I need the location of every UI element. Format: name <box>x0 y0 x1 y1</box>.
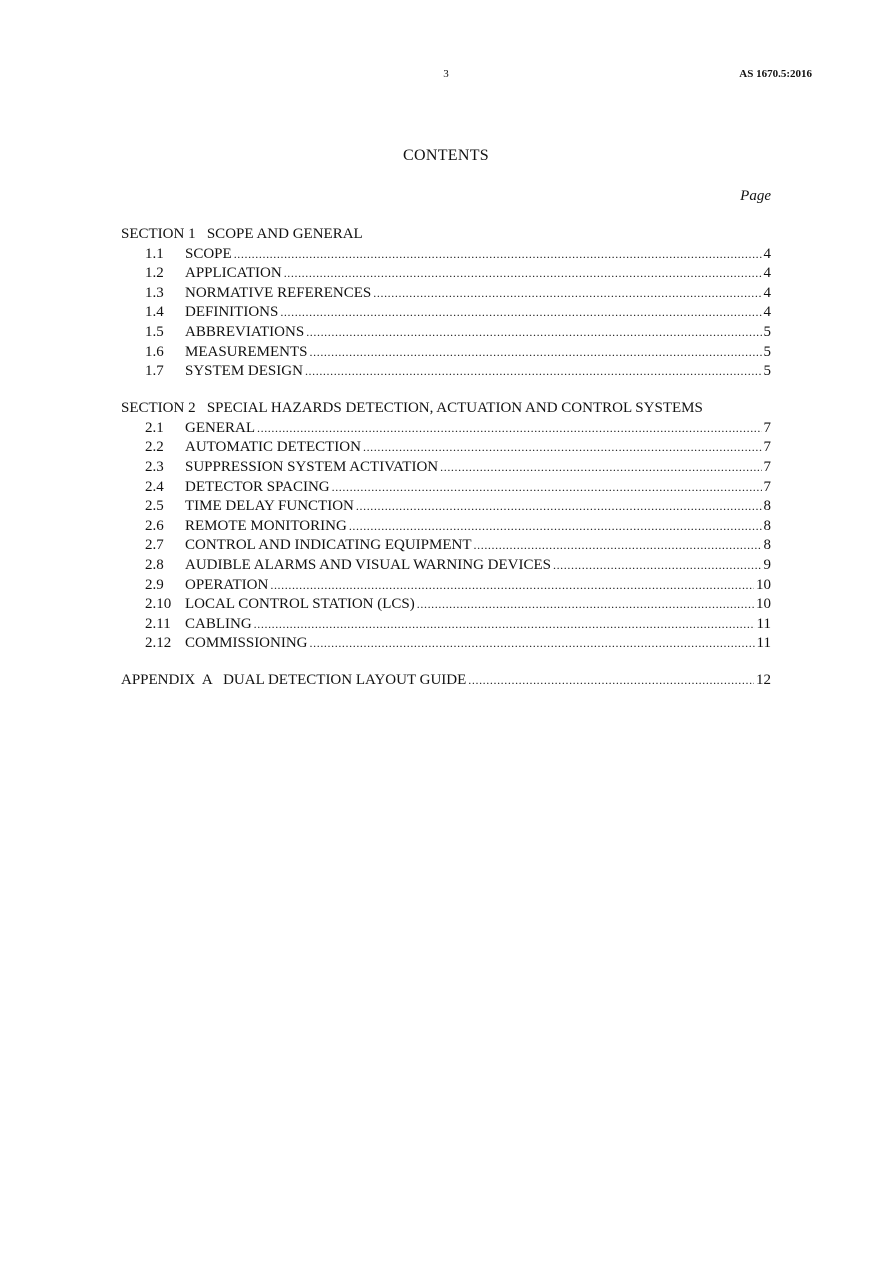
section-label: SECTION 1 <box>121 226 207 242</box>
entry-title: SUPPRESSION SYSTEM ACTIVATION <box>185 459 439 476</box>
toc-entry[interactable] <box>121 497 771 517</box>
entry-page: 4 <box>763 265 771 282</box>
entry-title: DETECTOR SPACING <box>185 478 330 495</box>
entry-page: 4 <box>763 245 771 262</box>
entry-page: 8 <box>763 537 771 554</box>
entry-number: 2.8 <box>145 557 164 573</box>
entry-number: 2.7 <box>145 537 164 554</box>
entry-page: 8 <box>763 517 771 534</box>
contents-title: CONTENTS <box>403 147 489 164</box>
dot-leader <box>474 536 762 556</box>
entry-number: 1.4 <box>145 304 164 321</box>
entry-page: 4 <box>763 284 771 301</box>
standard-number: AS 1670.5:2016 <box>739 68 812 80</box>
entry-number: 2.10 <box>145 596 172 613</box>
entry-number: 1.5 <box>145 323 164 340</box>
entry-title: COMMISSIONING <box>185 635 308 652</box>
appendix-page: 12 <box>756 672 771 689</box>
entry-number: 1.7 <box>145 363 164 380</box>
entry-number: 2.1 <box>145 419 164 436</box>
dot-leader <box>284 264 762 284</box>
entry-title: REMOTE MONITORING <box>185 517 347 534</box>
entry-title: SCOPE <box>185 245 232 262</box>
section-label: SECTION 2 <box>121 400 207 417</box>
toc-entry[interactable] <box>121 536 771 556</box>
entry-title: GENERAL <box>185 419 255 436</box>
entry-page: 7 <box>763 419 771 436</box>
dot-leader <box>332 478 762 498</box>
toc-entry[interactable] <box>121 264 771 284</box>
section-heading[interactable] <box>121 399 771 419</box>
entry-title: APPLICATION <box>185 265 282 282</box>
dot-leader <box>310 634 755 654</box>
entry-number: 2.6 <box>145 517 164 534</box>
entry-page: 5 <box>763 343 771 360</box>
entry-title: CABLING <box>185 615 252 632</box>
dot-leader <box>254 615 755 635</box>
dot-leader <box>257 419 762 439</box>
toc-entry[interactable] <box>121 517 771 537</box>
toc-entry[interactable] <box>121 323 771 343</box>
entry-title: ABBREVIATIONS <box>185 323 305 340</box>
toc-section <box>121 399 771 654</box>
entry-page: 4 <box>763 304 771 321</box>
section-heading[interactable] <box>121 225 771 245</box>
entry-title: LOCAL CONTROL STATION (LCS) <box>185 596 415 613</box>
entry-number: 1.3 <box>145 284 164 301</box>
dot-leader <box>440 458 761 478</box>
dot-leader <box>234 245 762 265</box>
entry-title: SYSTEM DESIGN <box>185 363 303 380</box>
page-column-label: Page <box>740 188 771 204</box>
entry-page: 7 <box>763 459 771 476</box>
entry-title: AUDIBLE ALARMS AND VISUAL WARNING DEVICES <box>185 557 551 573</box>
entry-number: 1.6 <box>145 343 164 360</box>
dot-leader <box>468 671 754 691</box>
toc-entry[interactable] <box>121 576 771 596</box>
toc-entry[interactable] <box>121 556 771 576</box>
entry-page: 5 <box>763 323 771 340</box>
toc-appendix[interactable] <box>121 671 771 691</box>
toc-entry[interactable] <box>121 615 771 635</box>
dot-leader <box>305 362 762 382</box>
entry-title: DEFINITIONS <box>185 304 279 321</box>
section-title: SPECIAL HAZARDS DETECTION, ACTUATION AND CONTROL SYSTEMS <box>206 400 703 417</box>
toc-entry[interactable] <box>121 284 771 304</box>
toc-entry[interactable] <box>121 634 771 654</box>
entry-page: 11 <box>756 635 771 652</box>
toc-entry[interactable] <box>121 362 771 382</box>
entry-number: 2.5 <box>145 498 164 515</box>
toc-entry[interactable] <box>121 303 771 323</box>
toc-section <box>121 225 771 382</box>
dot-leader <box>349 517 762 537</box>
entry-page: 5 <box>763 363 771 380</box>
entry-page: 7 <box>763 478 771 495</box>
toc-entry[interactable] <box>121 343 771 363</box>
toc-entry[interactable] <box>121 458 771 478</box>
dot-leader <box>553 556 762 576</box>
entry-number: 2.11 <box>145 615 171 632</box>
table-of-contents <box>121 225 771 691</box>
toc-entry[interactable] <box>121 245 771 265</box>
dot-leader <box>363 438 762 458</box>
appendix-title: APPENDIX A DUAL DETECTION LAYOUT GUIDE <box>121 672 467 689</box>
entry-number: 2.4 <box>145 478 164 495</box>
dot-leader <box>306 323 761 343</box>
entry-number: 2.12 <box>145 635 172 652</box>
dot-leader <box>270 576 754 596</box>
dot-leader <box>310 343 762 363</box>
entry-title: AUTOMATIC DETECTION <box>185 439 361 456</box>
entry-title: CONTROL AND INDICATING EQUIPMENT <box>185 537 472 554</box>
entry-page: 7 <box>763 439 771 456</box>
entry-title: OPERATION <box>185 576 269 593</box>
dot-leader <box>280 303 761 323</box>
toc-entry[interactable] <box>121 438 771 458</box>
toc-entry[interactable] <box>121 478 771 498</box>
section-title: SCOPE AND GENERAL <box>206 226 363 242</box>
toc-entry[interactable] <box>121 595 771 615</box>
entry-page: 11 <box>756 615 771 632</box>
entry-title: NORMATIVE REFERENCES <box>185 284 372 301</box>
entry-page: 10 <box>756 576 771 593</box>
entry-page: 9 <box>763 557 771 573</box>
entry-title: TIME DELAY FUNCTION <box>185 498 354 515</box>
dot-leader <box>373 284 761 304</box>
entry-number: 2.2 <box>145 439 164 456</box>
toc-entry[interactable] <box>121 419 771 439</box>
entry-number: 1.1 <box>145 245 164 262</box>
entry-number: 2.9 <box>145 576 164 593</box>
dot-leader <box>356 497 762 517</box>
toc-sections <box>121 225 771 654</box>
page-number: 3 <box>443 68 449 80</box>
entry-number: 2.3 <box>145 459 164 476</box>
entry-number: 1.2 <box>145 265 164 282</box>
dot-leader <box>417 595 754 615</box>
entry-page: 10 <box>756 596 771 613</box>
entry-page: 8 <box>763 498 771 515</box>
entry-title: MEASUREMENTS <box>185 343 308 360</box>
